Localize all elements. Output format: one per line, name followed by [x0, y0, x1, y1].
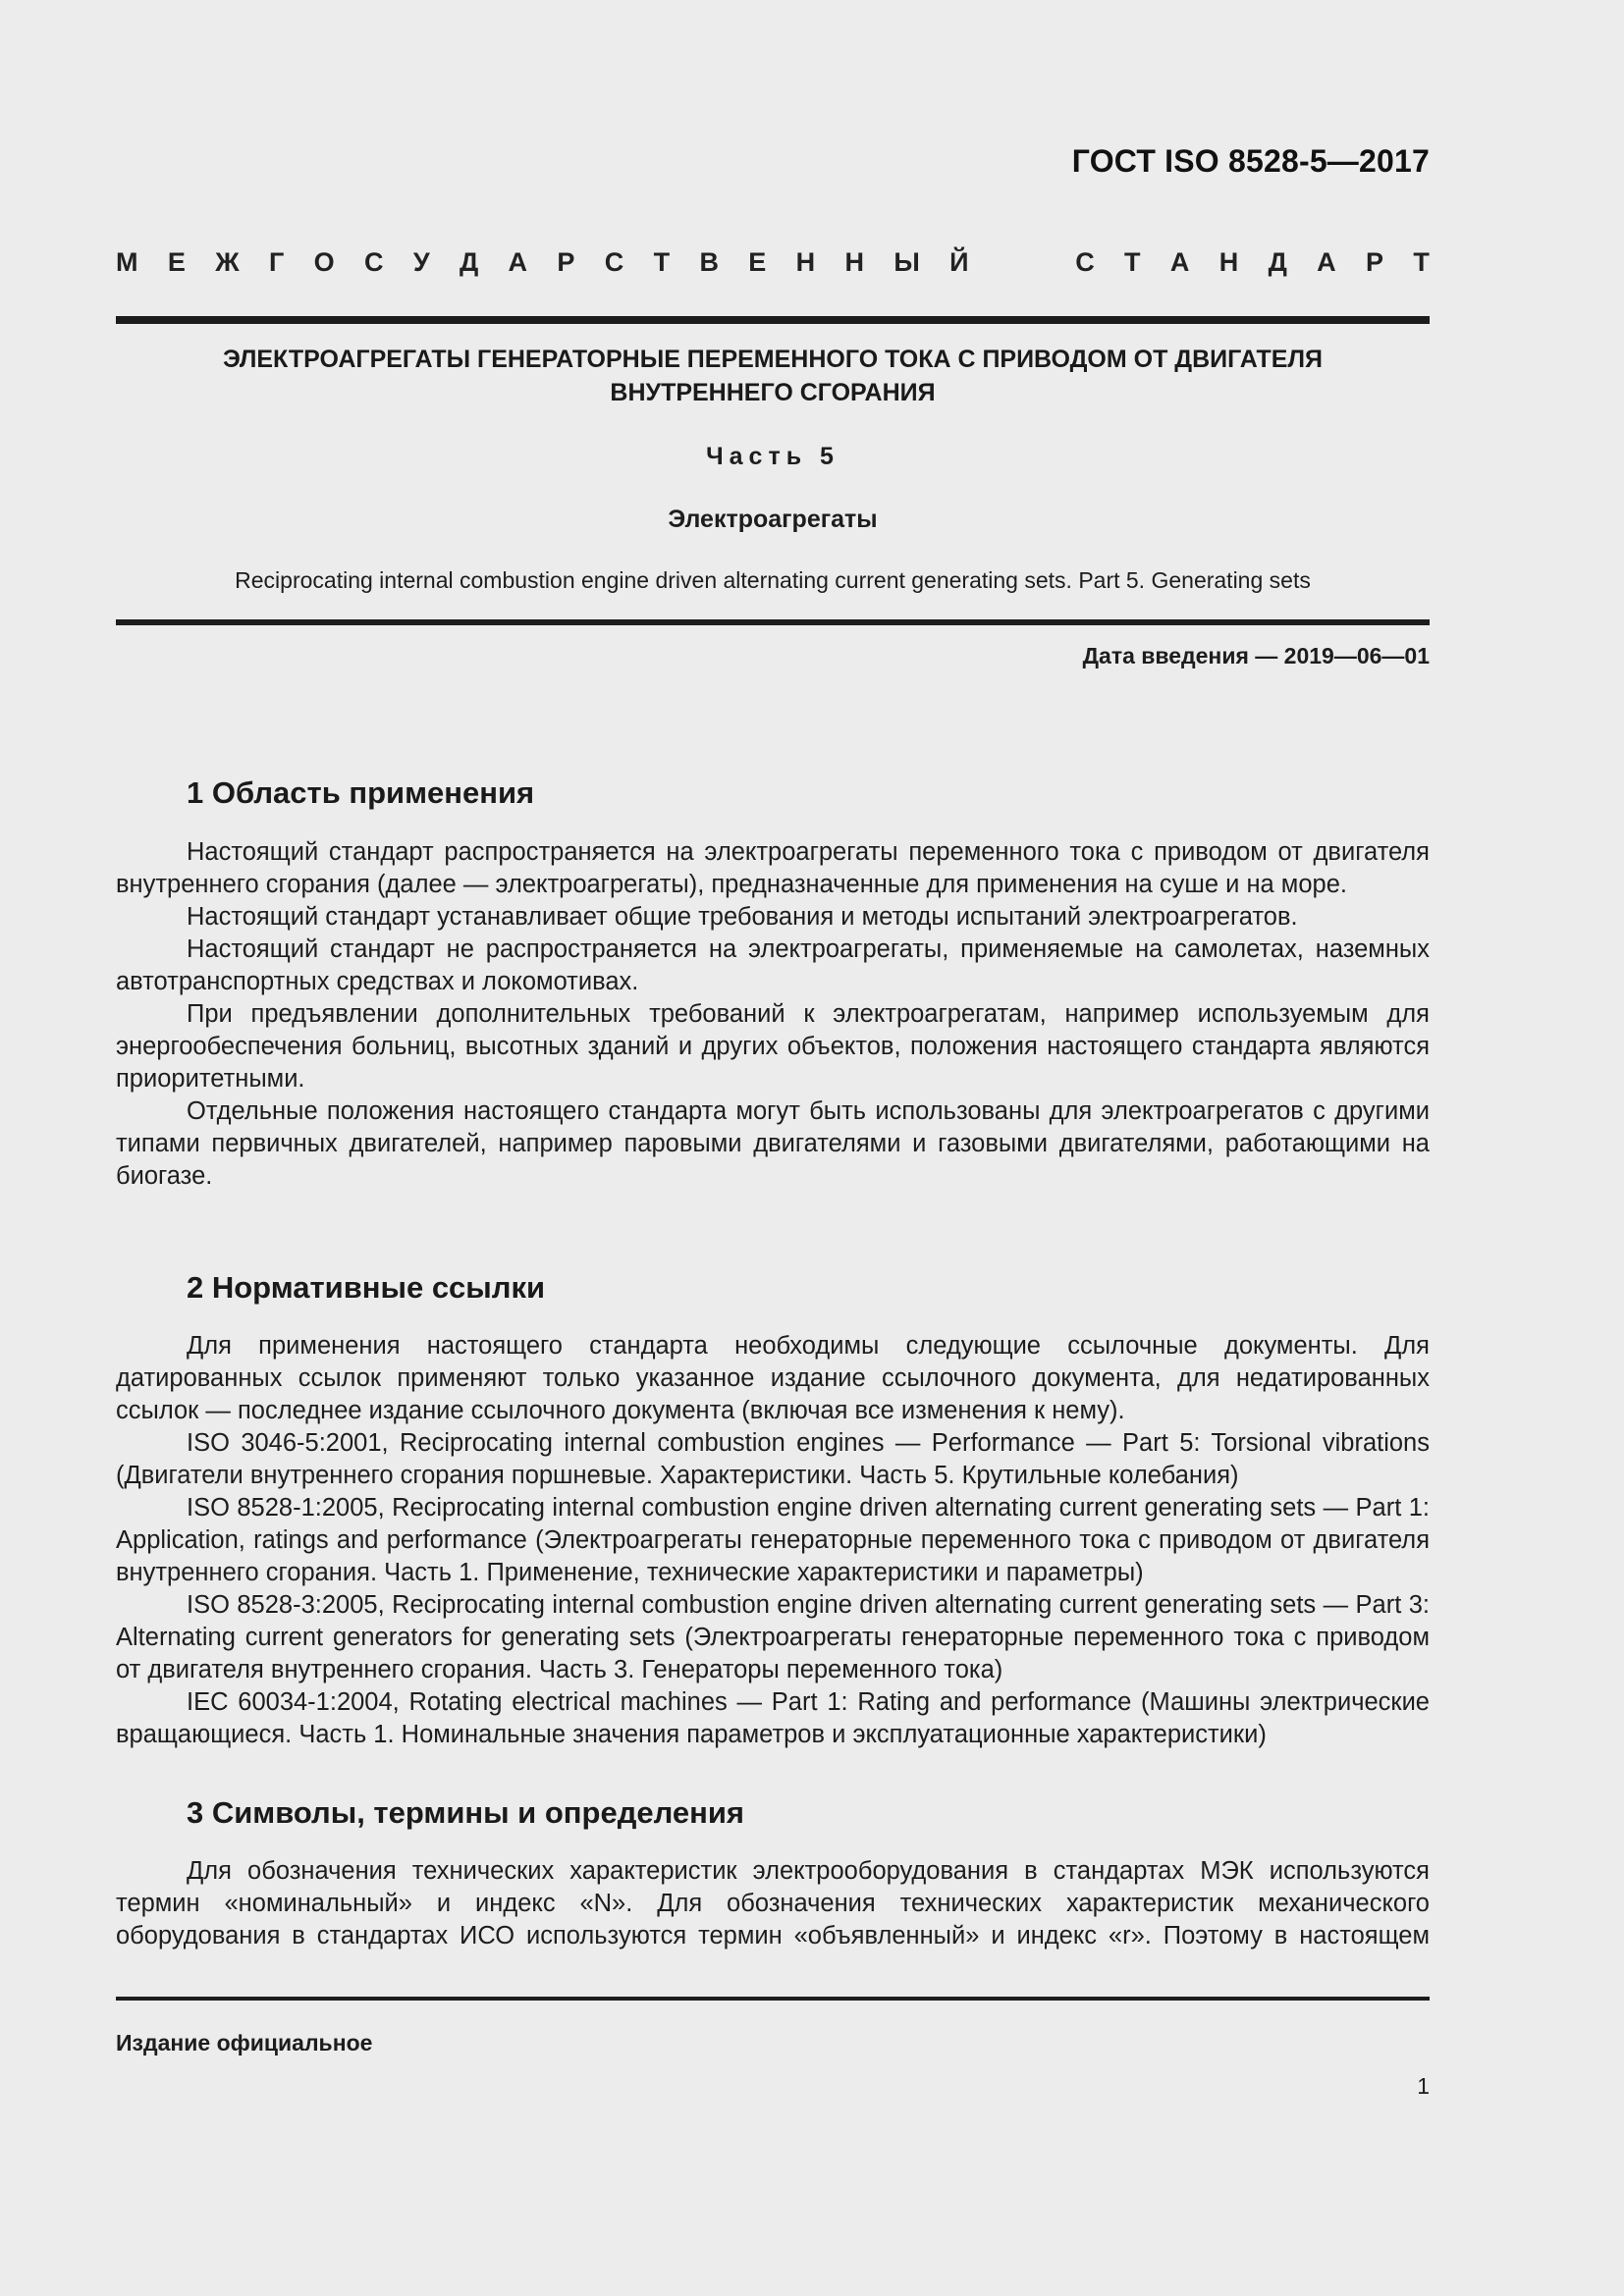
- reference-entry: IEC 60034-1:2004, Rotating electrical machines — Part 1: Rating and performance (Машины электрические вращающиеся. Часть 1. Номинальные значения параметров и эксплуатационные характеристики): [116, 1688, 1430, 1748]
- banner-letter: Д: [1268, 247, 1287, 277]
- reference-entry: ISO 3046-5:2001, Reciprocating internal combustion engines — Performance — Part 5: Torsional vibrations (Двигатели внутреннего сгорания поршневые. Характеристики. Часть 5. Крутильные колебания): [116, 1429, 1430, 1489]
- page-number: 1: [1417, 2073, 1430, 2099]
- banner-letter: Е: [167, 247, 186, 277]
- banner-letter: Р: [557, 247, 575, 277]
- footer-divider: [116, 1997, 1430, 2001]
- banner-letter: Т: [1124, 247, 1141, 277]
- paragraph: Для применения настоящего стандарта необходимы следующие ссылочные документы. Для датированных ссылок применяют только указанное издание ссылочного документа, для недатированных ссылок — последнее издание ссылочного документа (включая все изменения к нему).: [116, 1332, 1430, 1424]
- paragraph: Отдельные положения настоящего стандарта могут быть использованы для электроагрегатов с другими типами первичных двигателей, например паровыми двигателями и газовыми двигателями, работающими на биогазе.: [116, 1097, 1430, 1190]
- banner-letter: С: [1075, 247, 1095, 277]
- section-heading-references: 2 Нормативные ссылки: [187, 1270, 546, 1305]
- banner-letter: А: [508, 247, 528, 277]
- paragraph: При предъявлении дополнительных требований к электроагрегатам, например используемым для энергообеспечения больниц, высотных зданий и других объектов, положения настоящего стандарта являются приоритетными.: [116, 1000, 1430, 1093]
- banner-letter: А: [1317, 247, 1336, 277]
- title-line-1: ЭЛЕКТРОАГРЕГАТЫ ГЕНЕРАТОРНЫЕ ПЕРЕМЕННОГО ТОКА С ПРИВОДОМ ОТ ДВИГАТЕЛЯ: [222, 346, 1323, 373]
- section-body-references: [116, 1330, 1430, 1751]
- banner-letter: А: [1169, 247, 1190, 277]
- banner-letter: Р: [1366, 247, 1384, 277]
- title-divider: [116, 619, 1430, 625]
- banner-letter: Ж: [215, 247, 240, 277]
- banner-letter: С: [363, 247, 384, 277]
- banner-letter: Н: [795, 247, 816, 277]
- banner-letter: Д: [459, 247, 479, 277]
- banner-letter: Н: [844, 247, 864, 277]
- paragraph: Настоящий стандарт не распространяется на электроагрегаты, применяемые на самолетах, наземных автотранспортных средствах и локомотивах.: [116, 935, 1430, 995]
- section-body-symbols: [116, 1855, 1430, 1952]
- banner-letter: Й: [949, 247, 969, 277]
- banner-letter: М: [116, 247, 138, 277]
- banner-letter: Т: [653, 247, 671, 277]
- english-title: Reciprocating internal combustion engine driven alternating current generating sets. Part 5. Generating sets: [235, 567, 1311, 593]
- banner-letter: Т: [1413, 247, 1430, 277]
- banner-letter: С: [604, 247, 624, 277]
- paragraph: Настоящий стандарт распространяется на электроагрегаты переменного тока с приводом от двигателя внутреннего сгорания (далее — электроагрегаты), предназначенные для применения на суше и на море.: [116, 838, 1430, 898]
- banner-letter: О: [313, 247, 335, 277]
- section-heading-symbols: 3 Символы, термины и определения: [187, 1795, 745, 1830]
- document-title: [116, 343, 1430, 409]
- part-label: Часть 5: [706, 443, 839, 470]
- banner-letter: В: [699, 247, 719, 277]
- paragraph: Для обозначения технических характеристик электрооборудования в стандартах МЭК используются термин «номинальный» и индекс «N». Для обозначения технических характеристик механического оборудования в стандартах ИСО используются термин «объявленный» и индекс «r». Поэтому в настоящем: [116, 1857, 1430, 1949]
- document-subtitle: Электроагрегаты: [668, 506, 878, 533]
- standard-banner: [116, 247, 1430, 278]
- banner-word-gap: [999, 247, 1046, 278]
- banner-letter: Ы: [893, 247, 920, 277]
- introduction-date: Дата введения — 2019—06—01: [1082, 643, 1430, 668]
- banner-letter: Г: [268, 247, 285, 277]
- section-heading-scope: 1 Область применения: [187, 775, 535, 810]
- reference-entry: ISO 8528-3:2005, Reciprocating internal combustion engine driven alternating current generating sets — Part 3: Alternating current generators for generating sets (Электроагрегаты генераторные переменного тока с приводом от двигателя внутреннего сгорания. Часть 3. Генераторы переменного тока): [116, 1591, 1430, 1683]
- banner-letter: У: [412, 247, 430, 277]
- reference-entry: ISO 8528-1:2005, Reciprocating internal combustion engine driven alternating current generating sets — Part 1: Application, ratings and performance (Электроагрегаты генераторные переменного тока с приводом от двигателя внутреннего сгорания. Часть 1. Применение, технические характеристики и параметры): [116, 1494, 1430, 1586]
- banner-letter: Е: [748, 247, 767, 277]
- top-divider: [116, 316, 1430, 324]
- title-line-2: ВНУТРЕННЕГО СГОРАНИЯ: [610, 379, 936, 406]
- official-edition-label: Издание официальное: [116, 2030, 373, 2056]
- paragraph: Настоящий стандарт устанавливает общие требования и методы испытаний электроагрегатов.: [187, 903, 1298, 931]
- banner-letter: Н: [1218, 247, 1239, 277]
- document-number: ГОСТ ISO 8528-5—2017: [1071, 143, 1430, 179]
- section-body-scope: [116, 836, 1430, 1193]
